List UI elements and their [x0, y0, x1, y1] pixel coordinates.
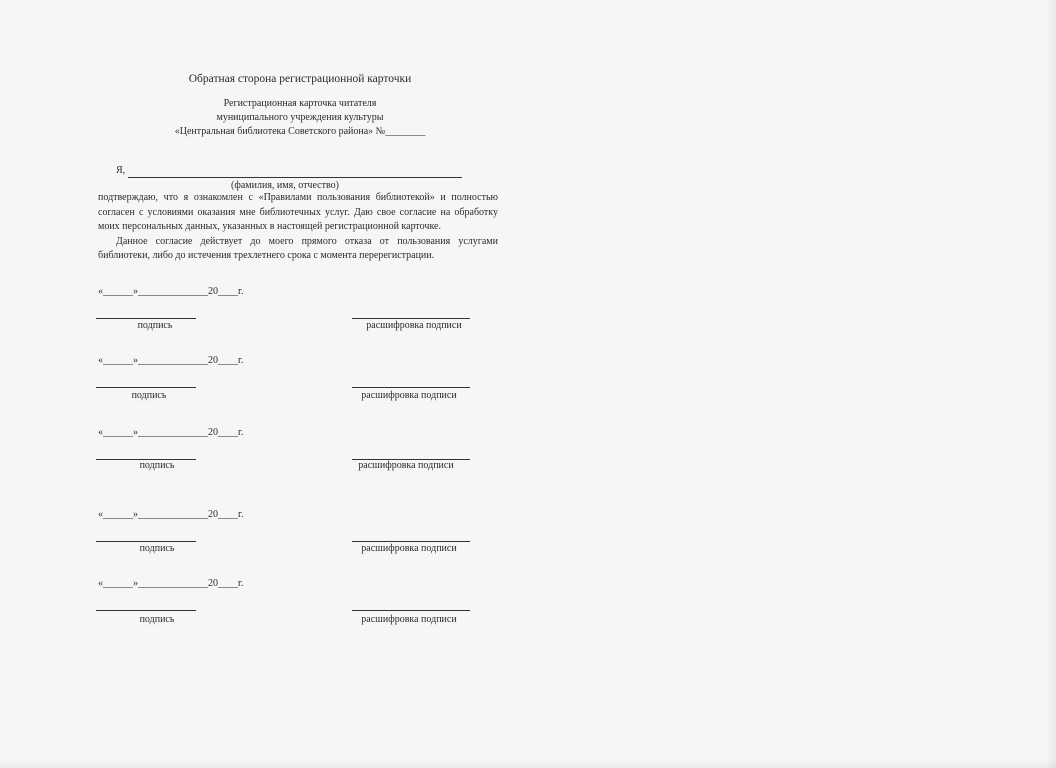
- scan-edge-right: [1046, 0, 1056, 768]
- card-subtitle-2: муниципального учреждения культуры: [216, 112, 384, 123]
- signature-decode-label-3: расшифровка подписи: [358, 460, 454, 471]
- consent-line-2: согласен с условиями оказания мне библиотечных услуг. Даю свое согласие на обработку: [98, 206, 498, 218]
- signature-label-5: подпись: [139, 614, 175, 625]
- consent-prefix: Я,: [116, 165, 126, 176]
- signature-line-5[interactable]: [96, 610, 196, 611]
- signature-label-1: подпись: [137, 320, 173, 331]
- consent-line-1: подтверждаю, что я ознакомлен с «Правилами пользования библиотекой» и полностью: [98, 192, 498, 203]
- page-title: Обратная сторона регистрационной карточки: [188, 73, 412, 85]
- signature-line-4[interactable]: [96, 541, 196, 542]
- scan-edge-bottom: [0, 760, 1056, 768]
- signature-label-4: подпись: [139, 543, 175, 554]
- consent-line-4: Данное согласие действует до моего прямого отказа от пользования услугами: [116, 235, 498, 247]
- fio-hint: (фамилия, имя, отчество): [231, 180, 339, 191]
- signature-decode-label-5: расшифровка подписи: [361, 614, 457, 625]
- date-field-3[interactable]: «______»______________20____г.: [98, 427, 244, 438]
- date-field-4[interactable]: «______»______________20____г.: [98, 509, 244, 520]
- card-subtitle-3: «Центральная библиотека Советского района» №________: [174, 126, 426, 137]
- signature-decode-label-1: расшифровка подписи: [366, 320, 462, 331]
- consent-line-5: библиотеки, либо до истечения трехлетнего срока с момента перерегистрации.: [98, 250, 435, 261]
- signature-decode-line-1[interactable]: [352, 318, 470, 319]
- signature-decode-line-5[interactable]: [352, 610, 470, 611]
- signature-decode-label-2: расшифровка подписи: [361, 390, 457, 401]
- signature-decode-line-2[interactable]: [352, 387, 470, 388]
- signature-decode-line-4[interactable]: [352, 541, 470, 542]
- signature-label-3: подпись: [139, 460, 175, 471]
- date-field-5[interactable]: «______»______________20____г.: [98, 578, 244, 589]
- signature-line-2[interactable]: [96, 387, 196, 388]
- consent-line-3: моих персональных данных, указанных в настоящей регистрационной карточке.: [98, 221, 441, 232]
- signature-line-1[interactable]: [96, 318, 196, 319]
- signature-label-2: подпись: [131, 390, 167, 401]
- signature-decode-label-4: расшифровка подписи: [361, 543, 457, 554]
- fio-input-line[interactable]: [128, 177, 462, 178]
- date-field-1[interactable]: «______»______________20____г.: [98, 286, 244, 297]
- card-subtitle-1: Регистрационная карточка читателя: [223, 98, 377, 109]
- date-field-2[interactable]: «______»______________20____г.: [98, 355, 244, 366]
- consent-text: [98, 191, 498, 264]
